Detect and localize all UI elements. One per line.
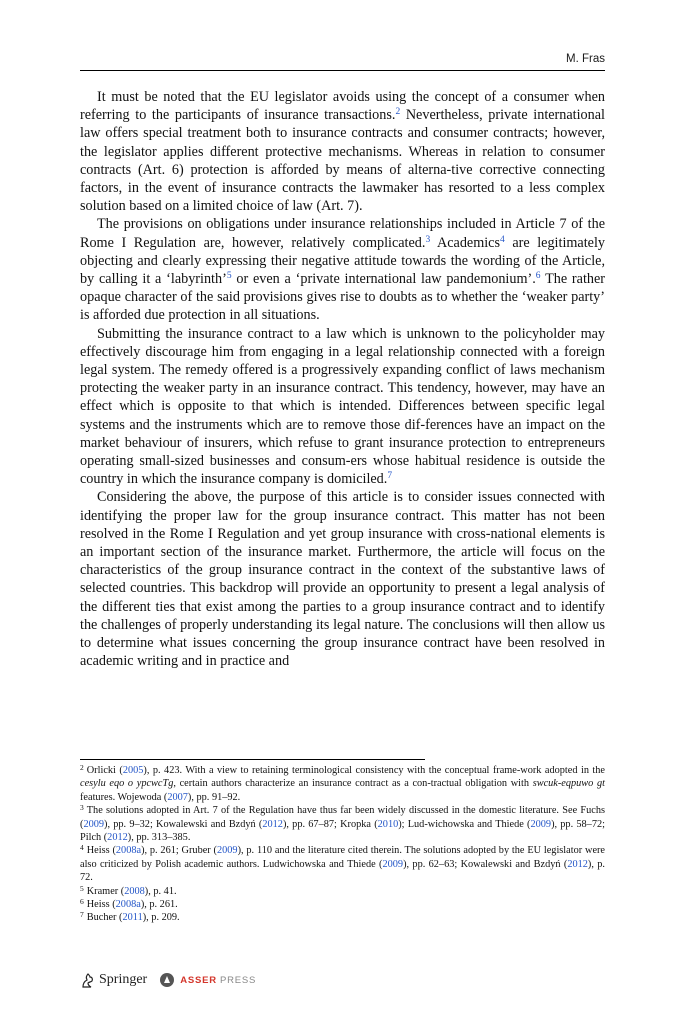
- citation-link[interactable]: 2009: [83, 818, 105, 830]
- footnote-rule: [80, 759, 425, 760]
- asser-label: ASSER: [180, 974, 217, 986]
- publisher-footer: [80, 970, 256, 990]
- footnote-ref-2[interactable]: 2: [395, 107, 401, 118]
- citation-link[interactable]: 2008a: [115, 899, 141, 911]
- citation-link[interactable]: 2008a: [115, 845, 142, 857]
- footnote-ref-3[interactable]: 3: [425, 234, 431, 245]
- springer-logo: [80, 972, 147, 989]
- citation-link[interactable]: 2009: [382, 858, 404, 870]
- footnote-6: $^6$ Heiss (2008a), p. 261.: [80, 897, 178, 911]
- footnote-7: $^7$ Bucher (2011), p. 209.: [80, 910, 180, 924]
- footnote-ref-4[interactable]: 4: [500, 234, 505, 245]
- citation-link[interactable]: 2012: [567, 858, 588, 870]
- body-text: [80, 88, 605, 671]
- citation-link[interactable]: 2008: [124, 885, 145, 897]
- garbled-term: swcuk-eqpuwo gt: [532, 778, 605, 790]
- paragraph-4: Considering the above, the purpose of this article is to consider issues connected with identifying the proper law for the group insurance contract. This matter has not been resolved in the Rome I Regulation and yet group insurance with cross-national elements is an important section of the insurance market. Furthermore, the article will focus on the characteristics of the group insurance contract in the context of the substantive laws of selected countries. This backdrop will provide an opportunity to present a legal analysis of the different ties that exist among the parties to a group insurance contract and to identify the challenges of properly understanding its legal nature. The conclusions will then allow us to determine what issues concerning the group insurance contract have been resolved in academic writing and in practice and: [80, 489, 605, 670]
- footnote-ref-7[interactable]: 7: [387, 471, 393, 482]
- citation-link[interactable]: 2007: [167, 791, 188, 803]
- press-label: PRESS: [219, 974, 257, 986]
- footnote-4: $^4$ Heiss (2008a), p. 261; Gruber (2009), p. 110 and the literature cited therein. The solutions adopted by the EU legislator were also criticized by Polish academic authors. Ludwichowska and Thiede (2009), pp. 62–63; Kowalewski and Bzdyń (2012), p. 72.: [80, 843, 606, 884]
- footnote-ref-6[interactable]: 6: [535, 271, 541, 282]
- running-head: M. Fras: [566, 53, 605, 65]
- footnote-5: $^5$ Kramer (2008), p. 41.: [80, 883, 177, 897]
- asser-press-logo: [159, 972, 256, 988]
- citation-link[interactable]: 2011: [122, 912, 143, 924]
- garbled-term: cesуlu eqo о уpcwcTg: [80, 778, 174, 790]
- footnote-3: $^3$ The solutions adopted in Art. 7 of the Regulation have thus far been widely discussed in the domestic literature. See Fuchs (2009), pp. 9–32; Kowalewski and Bzdyń (2012), pp. 67–87; Kropka (2010); Lud-wichowska and Thiede (2009), pp. 58–72; Pilch (2012), pp. 313–385.: [80, 803, 605, 844]
- citation-link[interactable]: 2009: [530, 818, 552, 830]
- citation-link[interactable]: 2012: [262, 818, 283, 830]
- asser-emblem-icon: [159, 972, 175, 988]
- citation-link[interactable]: 2012: [107, 832, 128, 844]
- paragraph-3: Submitting the insurance contract to a law which is unknown to the policyholder may effectively discourage him from engaging in a legal relationship connected with a foreign legal system. The remedy offered is a progressively expanding conflict of laws mechanism protecting the weaker party in an insurance contract. This tendency, however, may have an effect which is opposite to that which is intended. Differences between specific legal systems and the instruments which are to remove those dif-ferences have an impact on the market behaviour of insurers, which refuse to grant insurance protection to entrepreneurs operating small-sized businesses and consum-ers whose habitual residence is outside the country in which the insurance company is domiciled.$^7$: [80, 325, 605, 488]
- footnotes: [80, 764, 605, 925]
- header-rule: [80, 70, 605, 71]
- citation-link[interactable]: 2009: [216, 845, 238, 857]
- springer-horse-icon: [80, 972, 95, 989]
- footnote-ref-5[interactable]: 5: [226, 271, 232, 282]
- citation-link[interactable]: 2005: [122, 765, 144, 776]
- paragraph-1: It must be noted that the EU legislator avoids using the concept of a consumer when referring to the participants of insurance transactions.$^2$ Nevertheless, private international law offers special treatment both to insurance contracts and consumer contracts; however, the legislator applies different protective mechanisms. Whereas in relation to consumer contracts (Art. 6) protection is afforded by means of alterna-tive corrective connecting factors, in the event of insurance contracts the lawmaker has resorted to a less complex solution based on a limited choice of law (Art. 7).: [80, 89, 605, 215]
- springer-label: Springer: [99, 972, 148, 987]
- citation-link[interactable]: 2010: [377, 818, 399, 830]
- paragraph-2: The provisions on obligations under insurance relationships included in Article 7 of the Rome I Regulation are, however, relatively complicated.$^3$ Academics$^4$ are legitimately objecting and clearly expressing their negative attitude towards the wording of the Article, by calling it a ‘labyrinth’$^5$ or even a ‘private international law pandemonium’.$^6$ The rather opaque character of the said provisions gives rise to doubts as to whether the ‘weaker party’ is afforded due protection in all situations.: [80, 216, 605, 324]
- footnote-2: $^2$ Orlicki (2005), p. 423. With a view to retaining terminological consistency with the conceptual frame-work adopted in the cesуlu eqo о уpcwcTg, certain authors characterize an insurance contract as a con-tractual obligation with swcuk-eqpuwo gt features. Wojewoda (2007), pp. 91–92.: [80, 763, 606, 803]
